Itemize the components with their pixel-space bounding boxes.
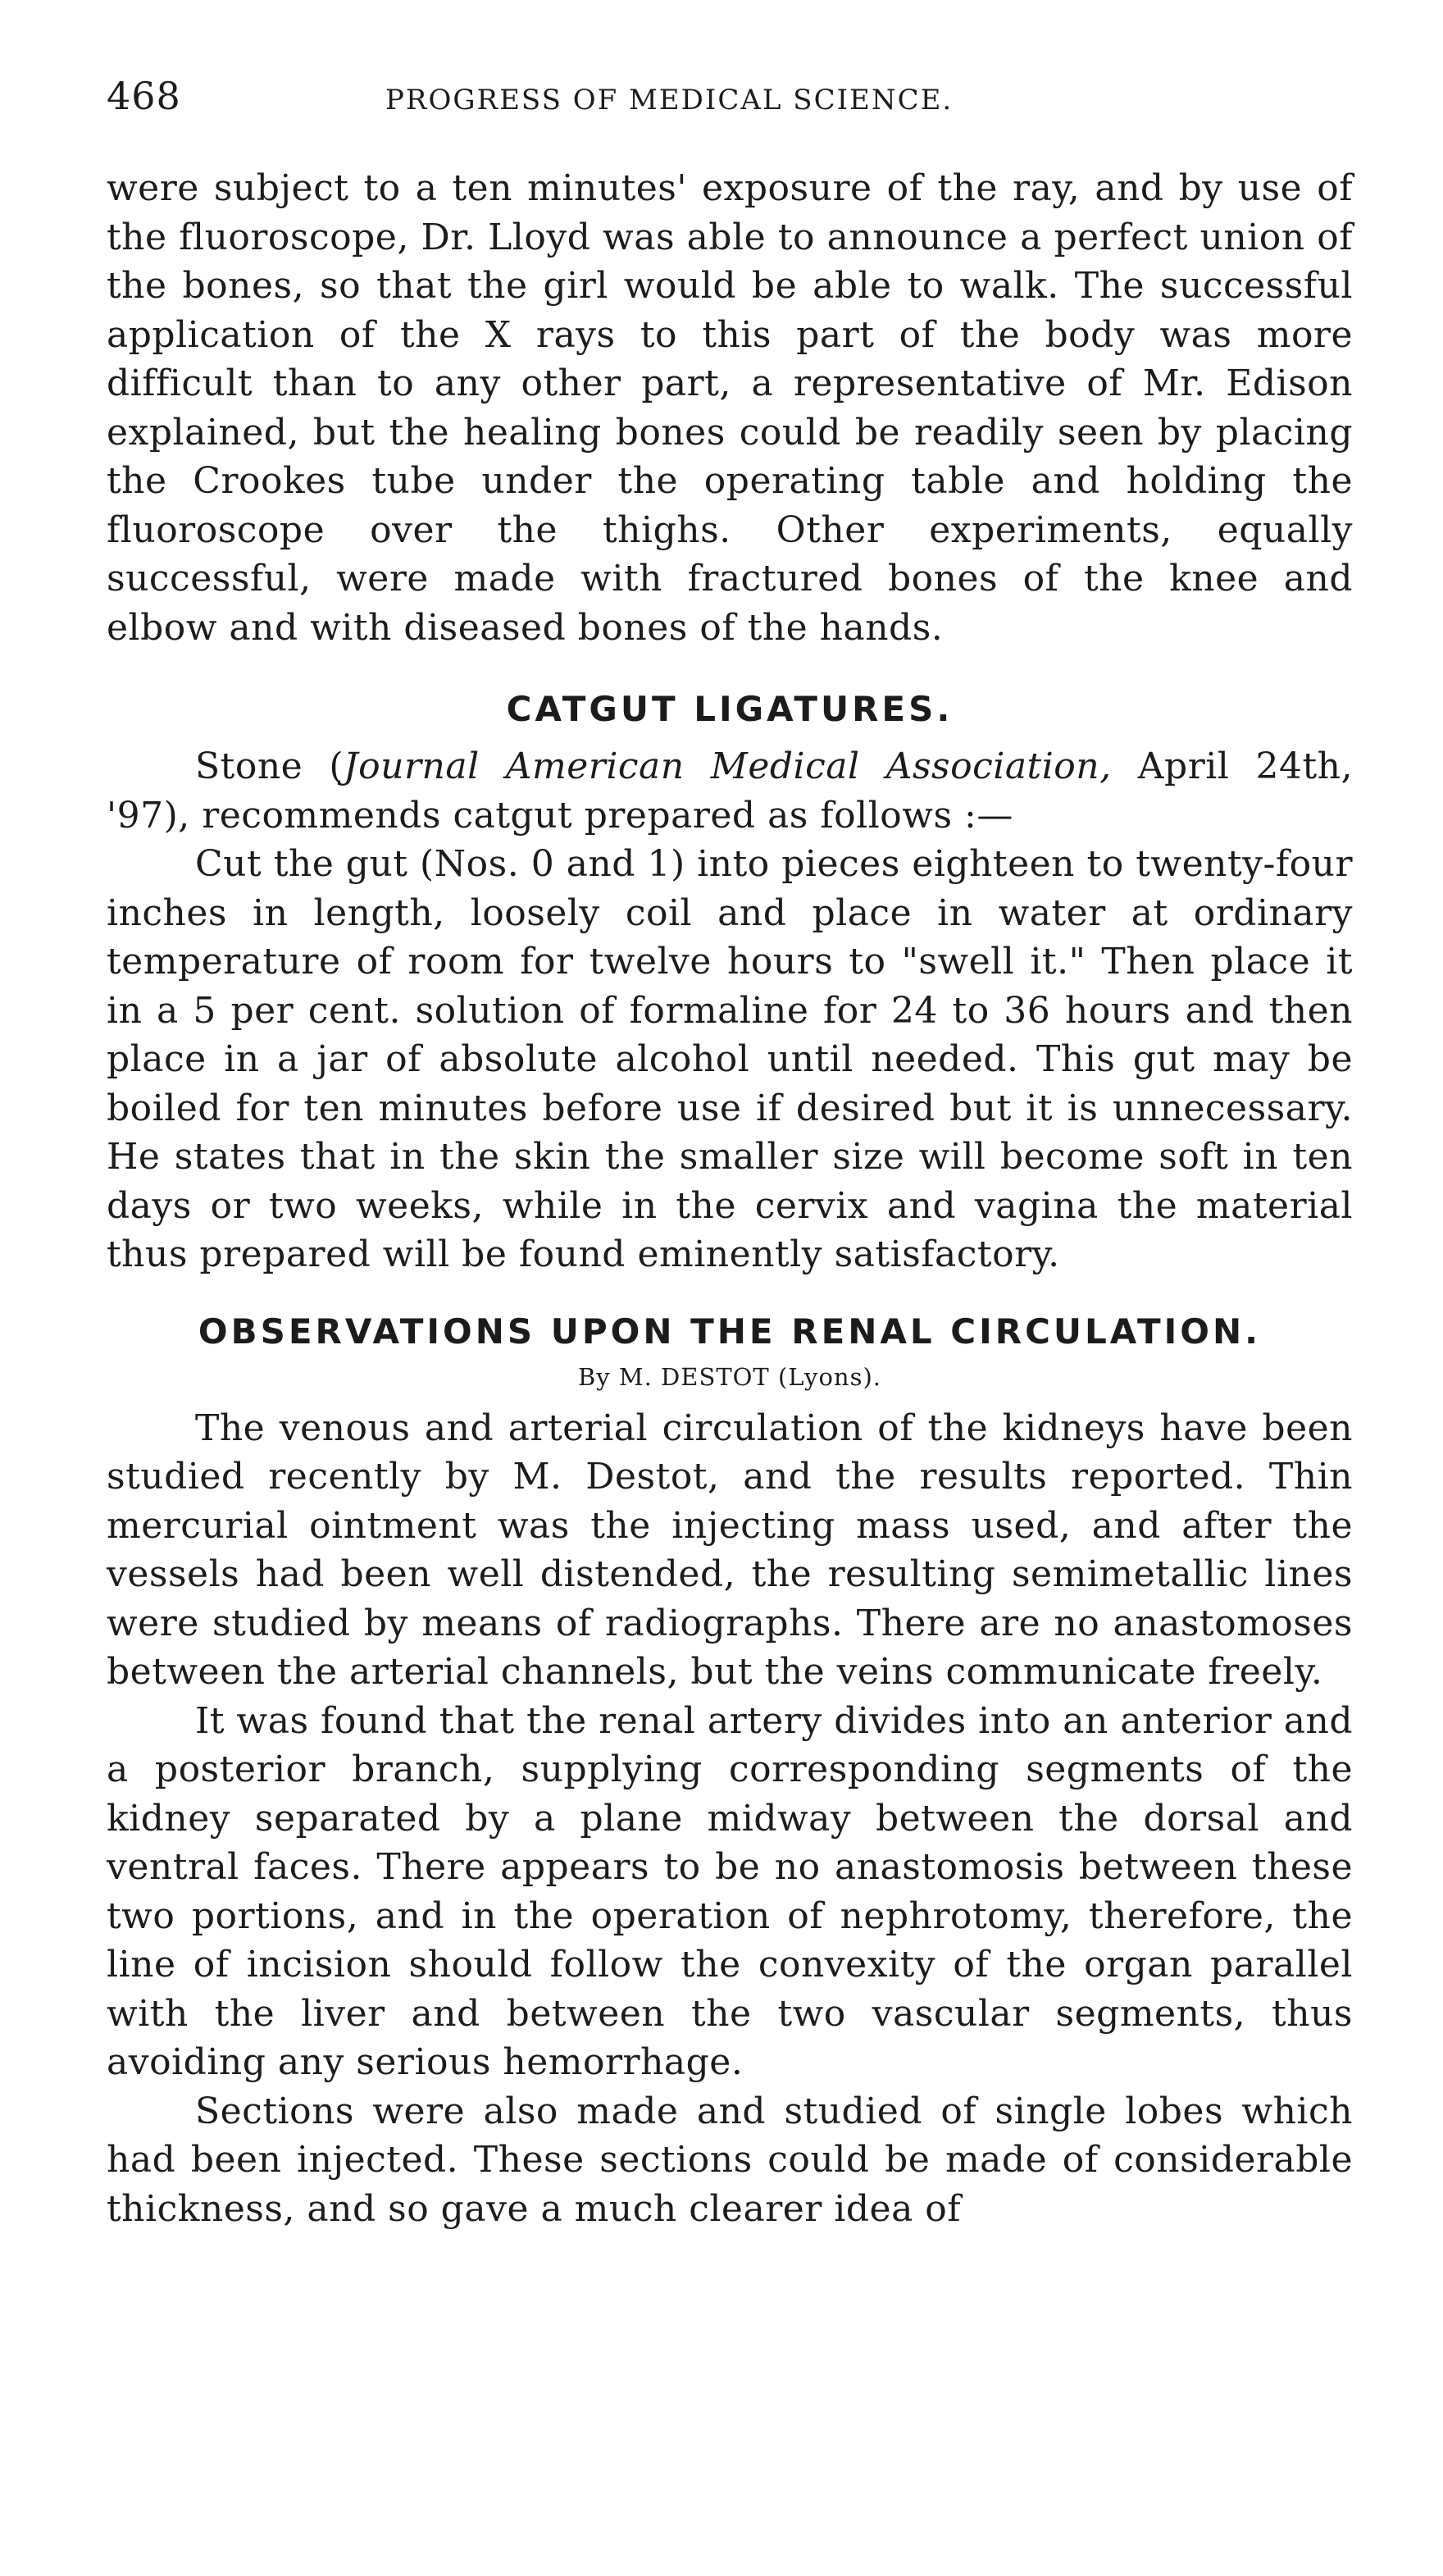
renal-section-title: OBSERVATIONS UPON THE RENAL CIRCULATION.	[198, 1311, 1262, 1352]
renal-paragraph-1: The venous and arterial circulation of the kidneys have been studied recently by M. Destot, and the results reported. Thin mercurial ointment was the injecting mass used, and after the vessels had been well distended, the resulting semimetallic lines were studied by means of radiographs. There are no anastomoses between the arterial channels, but the veins communicate freely.	[107, 1407, 1353, 1693]
page-number: 468	[107, 74, 181, 118]
xray-paragraph: were subject to a ten minutes' exposure of the ray, and by use of the fluoroscope, Dr. Lloyd was able to announce a perfect union of the bones, so that the girl would be able to walk. The successful application of the X rays to this part of the body was more difficult than to any other part, a representative of Mr. Edison explained, but the healing bones could be readily seen by placing the Crookes tube under the operating table and holding the fluoroscope over the thighs. Other experiments, equally successful, were made with fractured bones of the knee and elbow and with diseased bones of the hands.	[107, 167, 1353, 649]
catgut-method-paragraph: Cut the gut (Nos. 0 and 1) into pieces eighteen to twenty-four inches in length, loosely coil and place in water at ordinary temperature of room for twelve hours to "swell it." Then place it in a 5 per cent. solution of formaline for 24 to 36 hours and then place in a jar of absolute alcohol until needed. This gut may be boiled for ten minutes before use if desired but it is unnecessary. He states that in the skin the smaller size will become soft in ten days or two weeks, while in the cervix and vagina the material thus prepared will be found eminently satisfactory.	[107, 843, 1353, 1275]
author-byline: By M. DESTOT (Lyons).	[577, 1362, 881, 1391]
catgut-section-title: CATGUT LIGATURES.	[506, 689, 954, 729]
journal-citation: Journal American Medical Association,	[344, 745, 1112, 787]
renal-paragraph-2: It was found that the renal artery divides into an anterior and a posterior branch, supplying corresponding segments of the kidney separated by a plane midway between the dorsal and ventral faces. There appears to be no anastomosis between these two portions, and in the operation of nephrotomy, therefore, the line of incision should follow the convexity of the organ parallel with the liver and between the two vascular segments, thus avoiding any serious hemorrhage.	[107, 1699, 1353, 2083]
running-header	[107, 74, 1353, 123]
running-title: PROGRESS OF MEDICAL SCIENCE.	[385, 84, 954, 116]
catgut-intro-before: Stone (	[195, 745, 344, 787]
catgut-intro-paragraph	[107, 742, 1353, 840]
catgut-intro-after: April 24th, '97), recommends catgut prepared as follows :—	[107, 745, 1354, 837]
book-page	[107, 74, 1353, 2233]
renal-paragraph-3: Sections were also made and studied of single lobes which had been injected. These sections could be made of considerable thickness, and so gave a much clearer idea of	[107, 2090, 1353, 2230]
